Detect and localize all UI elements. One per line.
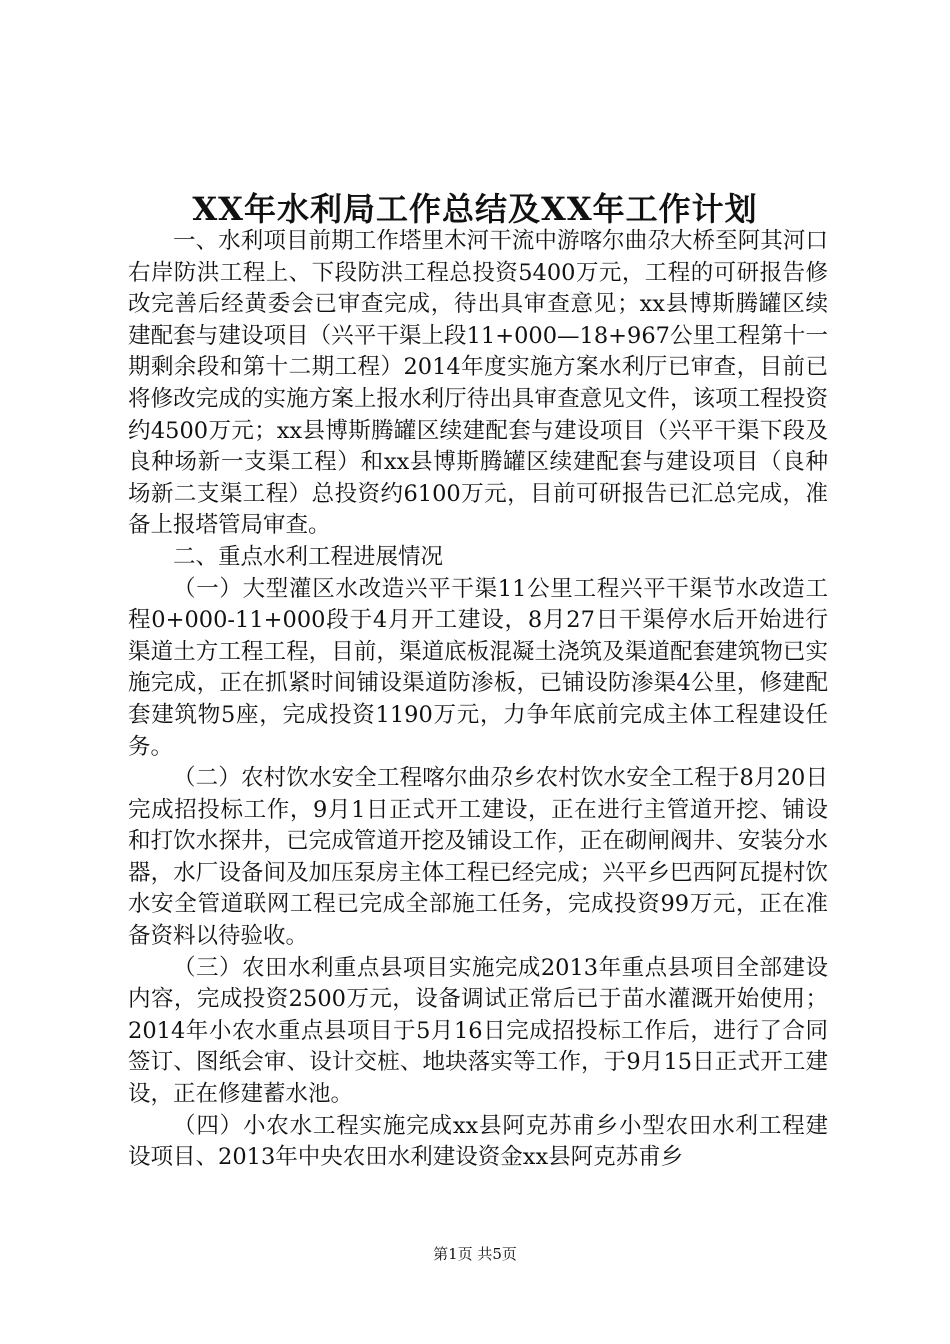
document-title: XX年水利局工作总结及XX年工作计划 — [192, 190, 758, 228]
paragraph-preliminary-work: 一、水利项目前期工作塔里木河干流中游喀尔曲尕大桥至阿其河口右岸防洪工程上、下段防洪工程总投资5400万元，工程的可研报告修改完善后经黄委会已审查完成，待出具审查意见；xx县博斯腾罐区续建配套与建设项目（兴平干渠上段11+000—18+967公里工程第十一期剩余段和第十二期工程）2014年度实施方案水利厅已审查，目前已将修改完成的实施方案上报水利厅待出具审查意见文件，该项工程投资约4500万元；xx县博斯腾罐区续建配套与建设项目（兴平干渠下段及良种场新一支渠工程）和xx县博斯腾罐区续建配套与建设项目（良种场新二支渠工程）总投资约6100万元，目前可研报告已汇总完成，准备上报塔管局审查。 — [128, 228, 828, 539]
paragraph-small-water-projects: （四）小农水工程实施完成xx县阿克苏甫乡小型农田水利工程建设项目、2013年中央农田水利建设资金xx县阿克苏甫乡 — [128, 1112, 828, 1171]
paragraph-farmland-key-county: （三）农田水利重点县项目实施完成2013年重点县项目全部建设内容，完成投资2500万元，设备调试正常后已于苗水灌溉开始使用；2014年小农水重点县项目于5月16日完成招投标工作后，进行了合同签订、图纸会审、设计交桩、地块落实等工作，于9月15日正式开工建设，正在修建蓄水池。 — [128, 954, 828, 1108]
page-number-footer: 第1页 共5页 — [433, 1245, 517, 1263]
paragraph-rural-drinking-water: （二）农村饮水安全工程喀尔曲尕乡农村饮水安全工程于8月20日完成招投标工作，9月1日正式开工建设，正在进行主管道开挖、铺设和打饮水探井，已完成管道开挖及铺设工作，正在砌闸阀井、安装分水器，水厂设备间及加压泵房主体工程已经完成；兴平乡巴西阿瓦提村饮水安全管道联网工程已完成全部施工任务，完成投资99万元，正在准备资料以待验收。 — [128, 765, 828, 950]
paragraph-irrigation-renovation: （一）大型灌区水改造兴平干渠11公里工程兴平干渠节水改造工程0+000-11+000段于4月开工建设，8月27日干渠停水后开始进行渠道土方工程工程，目前，渠道底板混凝土浇筑及渠道配套建筑物已实施完成，正在抓紧时间铺设渠道防渗板，已铺设防渗渠4公里，修建配套建筑物5座，完成投资1190万元，力争年底前完成主体工程建设任务。 — [128, 575, 828, 760]
document-body — [128, 226, 828, 1174]
paragraph-section-heading: 二、重点水利工程进展情况 — [173, 543, 444, 570]
